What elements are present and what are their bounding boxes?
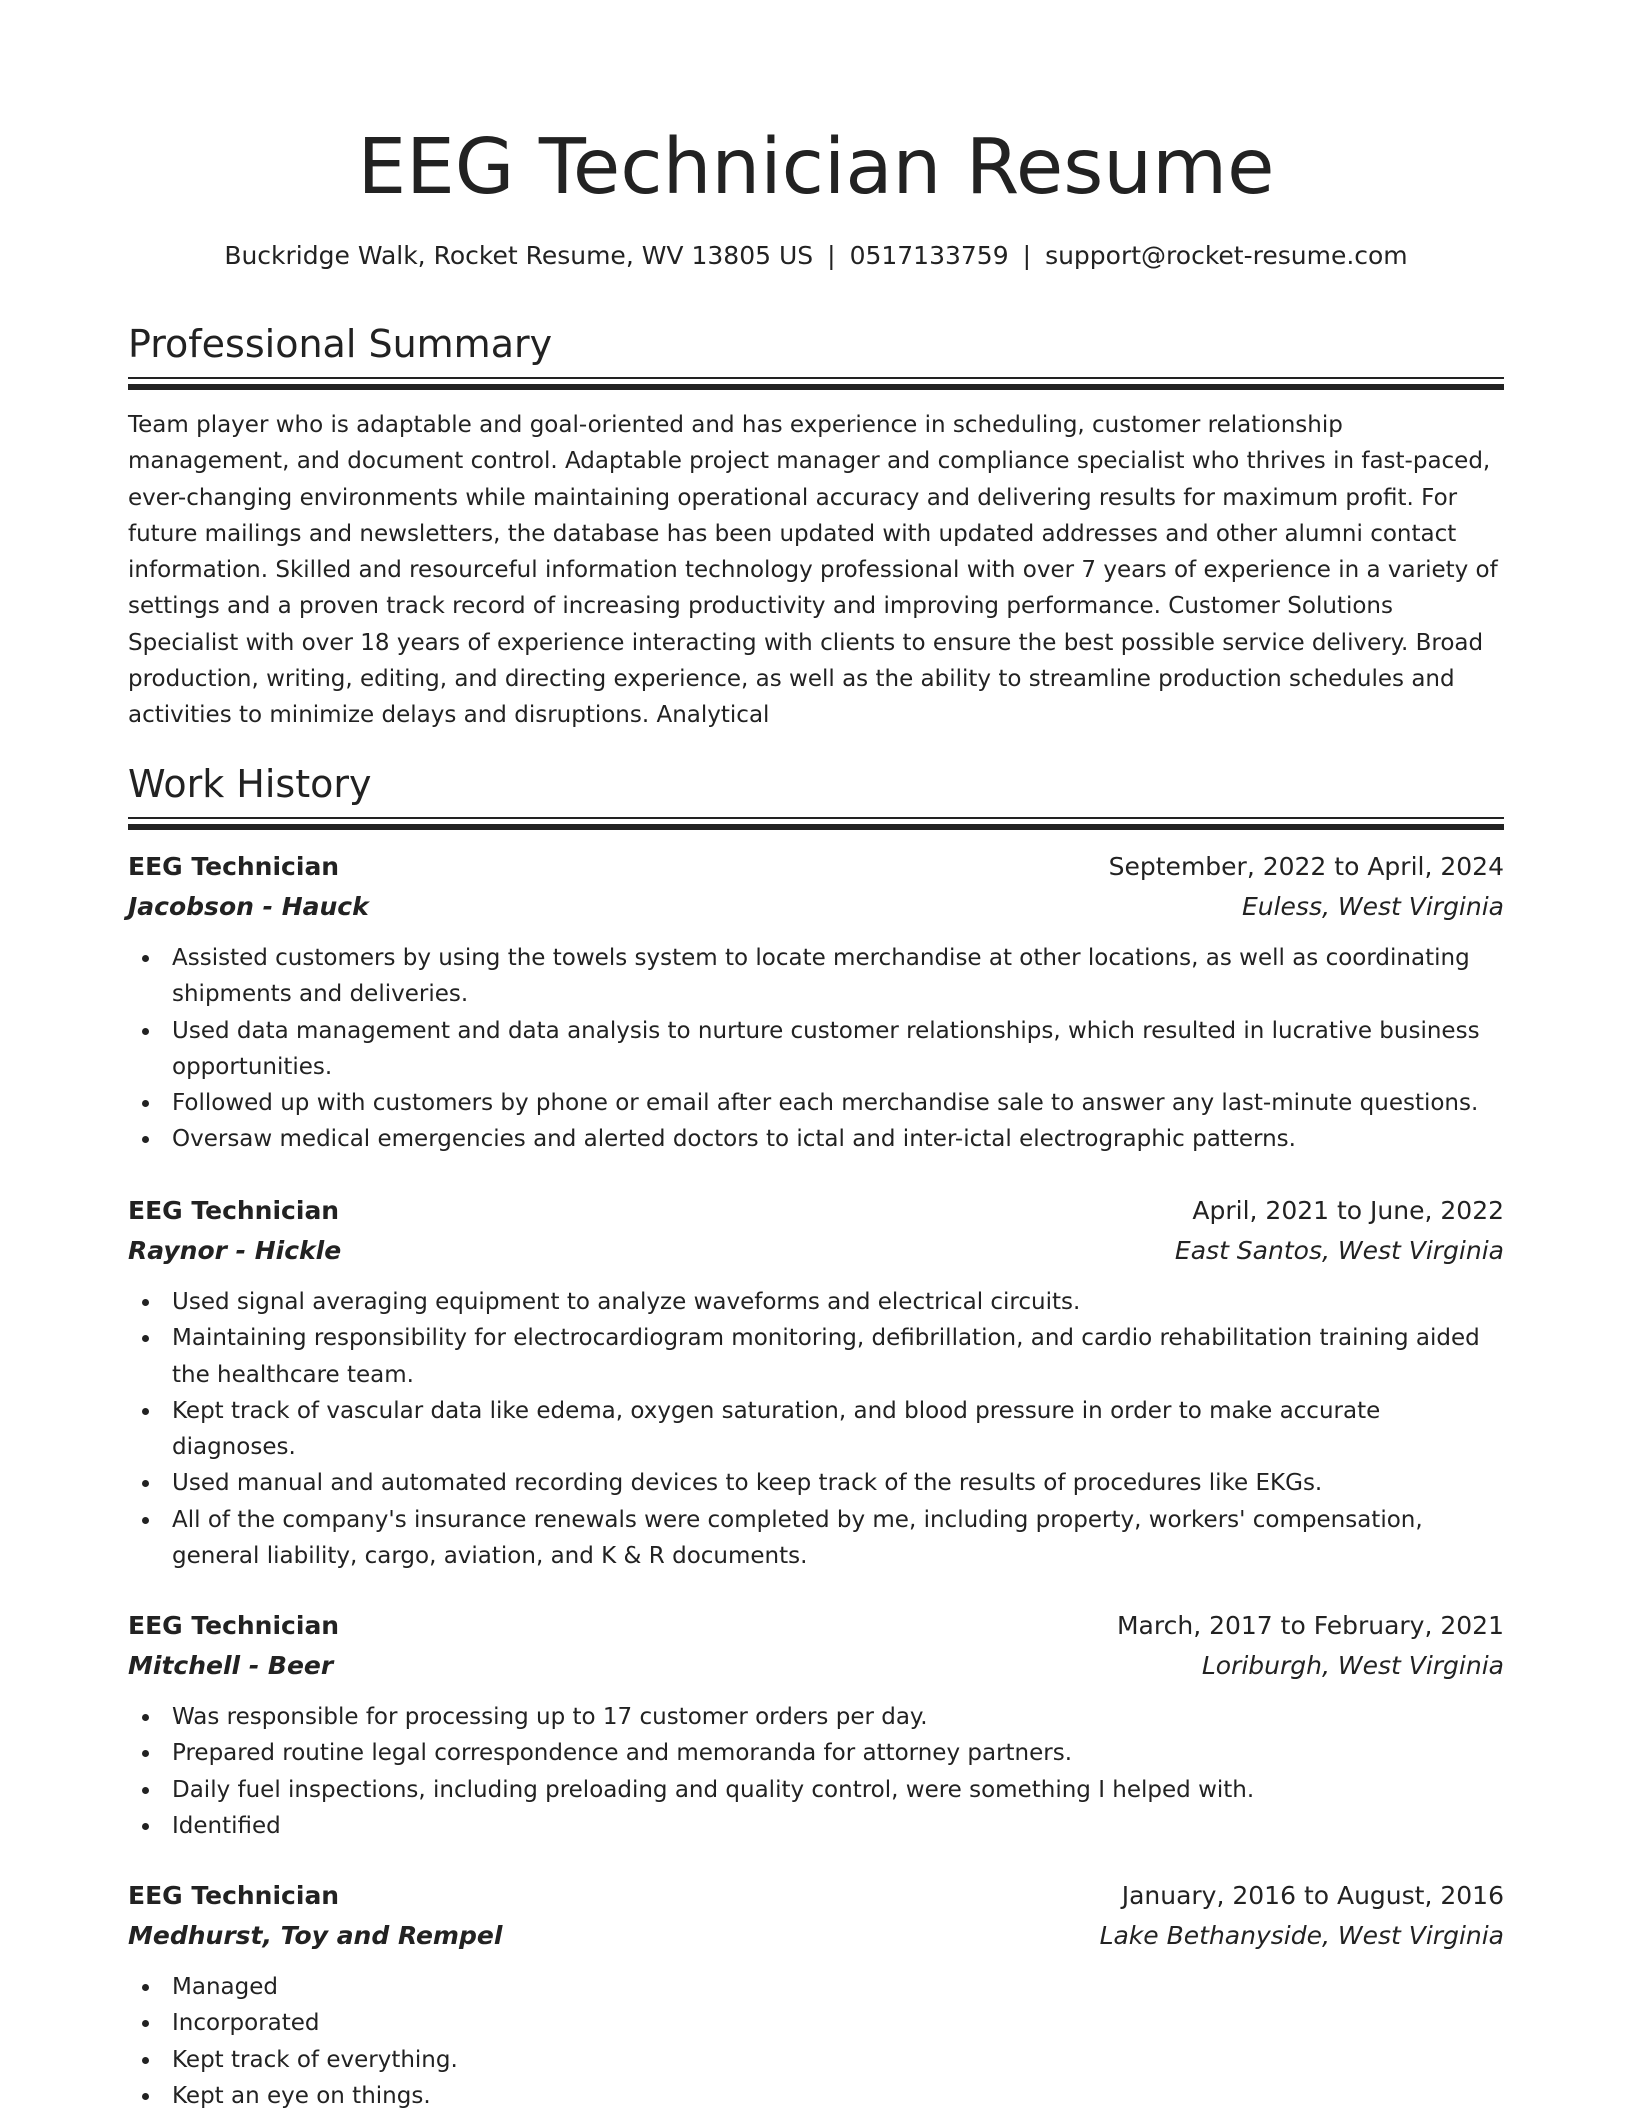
job-company: Raynor - Hickle xyxy=(128,1236,342,1265)
contact-email: support@rocket-resume.com xyxy=(1045,241,1408,270)
job-bullet: Maintaining responsibility for electrocardiogram monitoring, defibrillation, and cardio rehabilitation training aided the healthcare team. xyxy=(172,1320,1504,1393)
job-location: Lake Bethanyside, West Virginia xyxy=(1099,1921,1504,1950)
job-bullet: Incorporated xyxy=(172,2005,1504,2041)
job-dates: January, 2016 to August, 2016 xyxy=(1121,1881,1504,1910)
job-bullet: Oversaw medical emergencies and alerted doctors to ictal and inter-ictal electrographic patterns. xyxy=(172,1121,1504,1157)
job-bullet: Kept track of vascular data like edema, oxygen saturation, and blood pressure in order to make accurate diagnoses. xyxy=(172,1393,1504,1466)
job-bullet-list xyxy=(128,1699,1504,1844)
job-company: Medhurst, Toy and Rempel xyxy=(128,1921,503,1950)
job-bullet: Used signal averaging equipment to analyze waveforms and electrical circuits. xyxy=(172,1284,1504,1320)
job-entry xyxy=(128,847,1504,1158)
contact-separator: | xyxy=(827,241,836,270)
job-bullet: Used data management and data analysis to nurture customer relationships, which resulted in lucrative business opportunities. xyxy=(172,1013,1504,1086)
job-location: East Santos, West Virginia xyxy=(1174,1236,1504,1265)
job-bullet: Used manual and automated recording devices to keep track of the results of procedures like EKGs. xyxy=(172,1465,1504,1501)
work-history-divider xyxy=(128,817,1504,829)
job-bullet: Identified xyxy=(172,1808,1504,1844)
job-entry xyxy=(128,1191,1504,1574)
summary-heading: Professional Summary xyxy=(128,322,553,366)
job-company: Mitchell - Beer xyxy=(128,1651,334,1680)
job-title: EEG Technician xyxy=(128,1196,340,1225)
job-dates: September, 2022 to April, 2024 xyxy=(1108,852,1504,881)
job-dates: March, 2017 to February, 2021 xyxy=(1116,1611,1504,1640)
contact-separator: | xyxy=(1022,241,1032,270)
contact-phone: 0517133759 xyxy=(849,241,1009,270)
job-entry xyxy=(128,1876,1504,2114)
job-entry xyxy=(128,1606,1504,1844)
job-title: EEG Technician xyxy=(128,1881,340,1910)
job-bullet: Daily fuel inspections, including preloading and quality control, were something I helped with. xyxy=(172,1772,1504,1808)
job-bullet: Was responsible for processing up to 17 customer orders per day. xyxy=(172,1699,1504,1735)
summary-divider xyxy=(128,377,1504,389)
job-bullet: All of the company's insurance renewals were completed by me, including property, workers' compensation, general liability, cargo, aviation, and K & R documents. xyxy=(172,1502,1504,1575)
job-bullet: Prepared routine legal correspondence and memoranda for attorney partners. xyxy=(172,1735,1504,1771)
job-bullet: Managed xyxy=(172,1969,1504,2005)
contact-address: Buckridge Walk, Rocket Resume, WV 13805 US xyxy=(224,241,814,270)
work-history-heading: Work History xyxy=(128,762,372,806)
job-title: EEG Technician xyxy=(128,1611,340,1640)
job-bullet-list xyxy=(128,1969,1504,2114)
job-location: Euless, West Virginia xyxy=(1241,892,1504,921)
job-bullet: Kept an eye on things. xyxy=(172,2078,1504,2114)
contact-line xyxy=(128,238,1504,274)
job-bullet: Assisted customers by using the towels system to locate merchandise at other locations, as well as coordinating shipments and deliveries. xyxy=(172,940,1504,1013)
summary-text: Team player who is adaptable and goal-oriented and has experience in scheduling, customer relationship management, and document control. Adaptable project manager and compliance specialist who thrives in fast-paced, ever-changing environments while maintaining operational accuracy and delivering results for maximum profit. For future mailings and newsletters, the database has been updated with updated addresses and other alumni contact information. Skilled and resourceful information technology professional with over 7 years of experience in a variety of settings and a proven track record of increasing productivity and improving performance. Customer Solutions Specialist with over 18 years of experience interacting with clients to ensure the best possible service delivery. Broad production, writing, editing, and directing experience, as well as the ability to streamline production schedules and activities to minimize delays and disruptions. Analytical xyxy=(128,412,1498,729)
job-company: Jacobson - Hauck xyxy=(128,892,369,921)
job-title: EEG Technician xyxy=(128,852,340,881)
resume-title: EEG Technician Resume xyxy=(357,123,1275,212)
job-bullet: Followed up with customers by phone or email after each merchandise sale to answer any last-minute questions. xyxy=(172,1085,1504,1121)
job-location: Loriburgh, West Virginia xyxy=(1201,1651,1504,1680)
job-bullet-list xyxy=(128,940,1504,1158)
job-bullet-list xyxy=(128,1284,1504,1574)
job-dates: April, 2021 to June, 2022 xyxy=(1192,1196,1504,1225)
job-bullet: Kept track of everything. xyxy=(172,2042,1504,2078)
